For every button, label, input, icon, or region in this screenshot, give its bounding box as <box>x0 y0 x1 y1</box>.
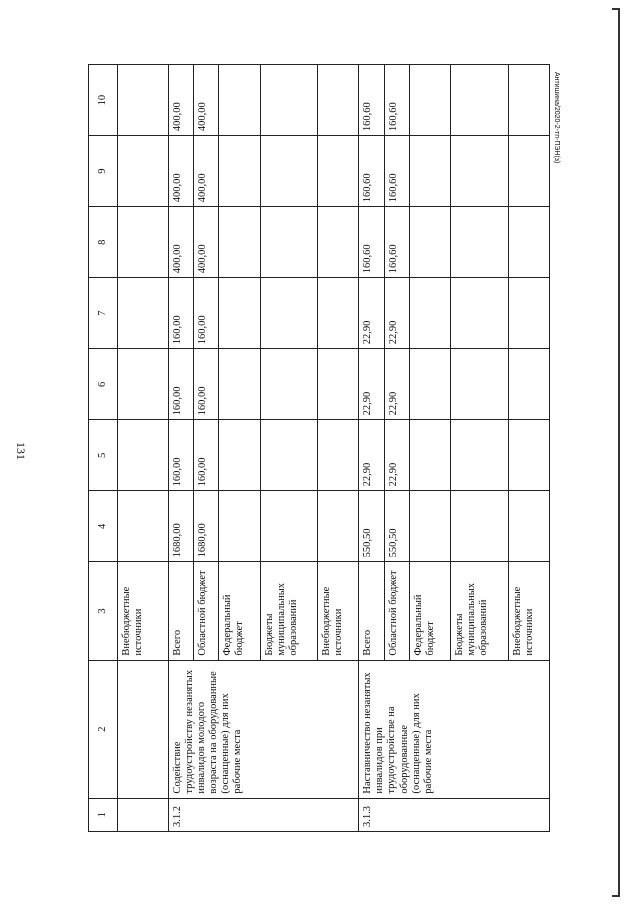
value-cell: 160,00 <box>168 349 193 420</box>
value-cell: 400,00 <box>168 136 193 207</box>
value-cell <box>260 491 317 562</box>
value-cell <box>451 278 508 349</box>
value-cell <box>260 420 317 491</box>
funding-table <box>88 64 550 832</box>
cell <box>118 491 169 562</box>
item-number: 3.1.2 <box>168 798 359 831</box>
value-cell: 22,90 <box>359 278 384 349</box>
value-cell: 22,90 <box>384 420 409 491</box>
header-cell: 1 <box>89 798 118 831</box>
value-cell <box>409 136 450 207</box>
value-cell: 400,00 <box>168 207 193 278</box>
value-cell: 550,50 <box>384 491 409 562</box>
cell <box>118 207 169 278</box>
cell <box>118 660 169 798</box>
value-cell <box>318 491 359 562</box>
value-cell <box>219 65 260 136</box>
source-cell: Федеральный бюджет <box>219 562 260 660</box>
cell <box>118 278 169 349</box>
value-cell <box>508 136 549 207</box>
value-cell: 22,90 <box>359 420 384 491</box>
value-cell <box>318 349 359 420</box>
value-cell <box>260 278 317 349</box>
value-cell <box>318 136 359 207</box>
value-cell <box>508 491 549 562</box>
header-cell: 3 <box>89 562 118 660</box>
source-cell: Областной бюджет <box>194 562 219 660</box>
scan-edge-line <box>618 8 620 897</box>
value-cell <box>260 136 317 207</box>
value-cell: 160,00 <box>194 420 219 491</box>
source-cell: Бюджеты муниципальных образований <box>451 562 508 660</box>
value-cell <box>409 349 450 420</box>
value-cell <box>409 207 450 278</box>
source-cell: Областной бюджет <box>384 562 409 660</box>
value-cell: 160,60 <box>384 65 409 136</box>
cell <box>118 349 169 420</box>
table-row <box>168 65 193 832</box>
document-code: Антишина/2020-2-тп-ПЭН(з) <box>553 72 560 164</box>
table-row <box>118 65 169 832</box>
value-cell <box>409 278 450 349</box>
value-cell <box>219 420 260 491</box>
cell <box>118 136 169 207</box>
value-cell: 1680,00 <box>194 491 219 562</box>
header-cell: 6 <box>89 349 118 420</box>
item-title: Содействие трудоустройству незанятых инвалидов молодого возраста на оборудованные (оснащенные) для них рабочие места <box>168 660 359 798</box>
value-cell <box>260 65 317 136</box>
value-cell <box>508 207 549 278</box>
value-cell <box>260 207 317 278</box>
item-title: Наставничество незанятых инвалидов при трудоустройстве на оборудованные (оснащенные) для них рабочие места <box>359 660 550 798</box>
value-cell <box>451 207 508 278</box>
value-cell <box>451 491 508 562</box>
header-cell: 4 <box>89 491 118 562</box>
value-cell: 550,50 <box>359 491 384 562</box>
value-cell: 400,00 <box>194 65 219 136</box>
scan-edge-tick <box>612 8 620 10</box>
value-cell: 160,00 <box>168 420 193 491</box>
value-cell <box>260 349 317 420</box>
value-cell <box>219 491 260 562</box>
value-cell <box>508 349 549 420</box>
value-cell: 400,00 <box>194 207 219 278</box>
value-cell <box>508 278 549 349</box>
value-cell <box>318 65 359 136</box>
value-cell <box>451 136 508 207</box>
value-cell: 22,90 <box>384 278 409 349</box>
value-cell <box>318 420 359 491</box>
value-cell <box>318 278 359 349</box>
header-cell: 5 <box>89 420 118 491</box>
value-cell: 160,60 <box>359 136 384 207</box>
source-cell: Федеральный бюджет <box>409 562 450 660</box>
value-cell: 160,60 <box>359 207 384 278</box>
header-row <box>89 65 118 832</box>
table-container <box>88 64 550 832</box>
value-cell: 400,00 <box>194 136 219 207</box>
source-cell: Всего <box>168 562 193 660</box>
header-cell: 9 <box>89 136 118 207</box>
value-cell <box>508 65 549 136</box>
header-cell: 2 <box>89 660 118 798</box>
value-cell <box>451 420 508 491</box>
value-cell <box>219 349 260 420</box>
header-cell: 8 <box>89 207 118 278</box>
value-cell: 160,00 <box>194 278 219 349</box>
value-cell: 160,00 <box>194 349 219 420</box>
header-cell: 10 <box>89 65 118 136</box>
value-cell <box>451 349 508 420</box>
value-cell <box>409 65 450 136</box>
value-cell <box>451 65 508 136</box>
value-cell <box>219 136 260 207</box>
value-cell <box>508 420 549 491</box>
value-cell: 160,00 <box>168 278 193 349</box>
cell <box>118 65 169 136</box>
source-cell: Внебюджетные источники <box>318 562 359 660</box>
value-cell: 22,90 <box>359 349 384 420</box>
value-cell: 1680,00 <box>168 491 193 562</box>
table-row <box>359 65 384 832</box>
source-cell: Внебюджетные источники <box>118 562 169 660</box>
value-cell <box>409 420 450 491</box>
source-cell: Всего <box>359 562 384 660</box>
cell <box>118 420 169 491</box>
value-cell <box>219 207 260 278</box>
item-number: 3.1.3 <box>359 798 550 831</box>
scan-edge-tick <box>612 895 620 897</box>
value-cell <box>219 278 260 349</box>
value-cell: 160,60 <box>359 65 384 136</box>
value-cell <box>318 207 359 278</box>
cell <box>118 798 169 831</box>
page-number: 131 <box>14 442 28 460</box>
value-cell: 400,00 <box>168 65 193 136</box>
source-cell: Бюджеты муниципальных образований <box>260 562 317 660</box>
value-cell: 160,60 <box>384 207 409 278</box>
source-cell: Внебюджетные источники <box>508 562 549 660</box>
header-cell: 7 <box>89 278 118 349</box>
value-cell <box>409 491 450 562</box>
value-cell: 160,60 <box>384 136 409 207</box>
value-cell: 22,90 <box>384 349 409 420</box>
